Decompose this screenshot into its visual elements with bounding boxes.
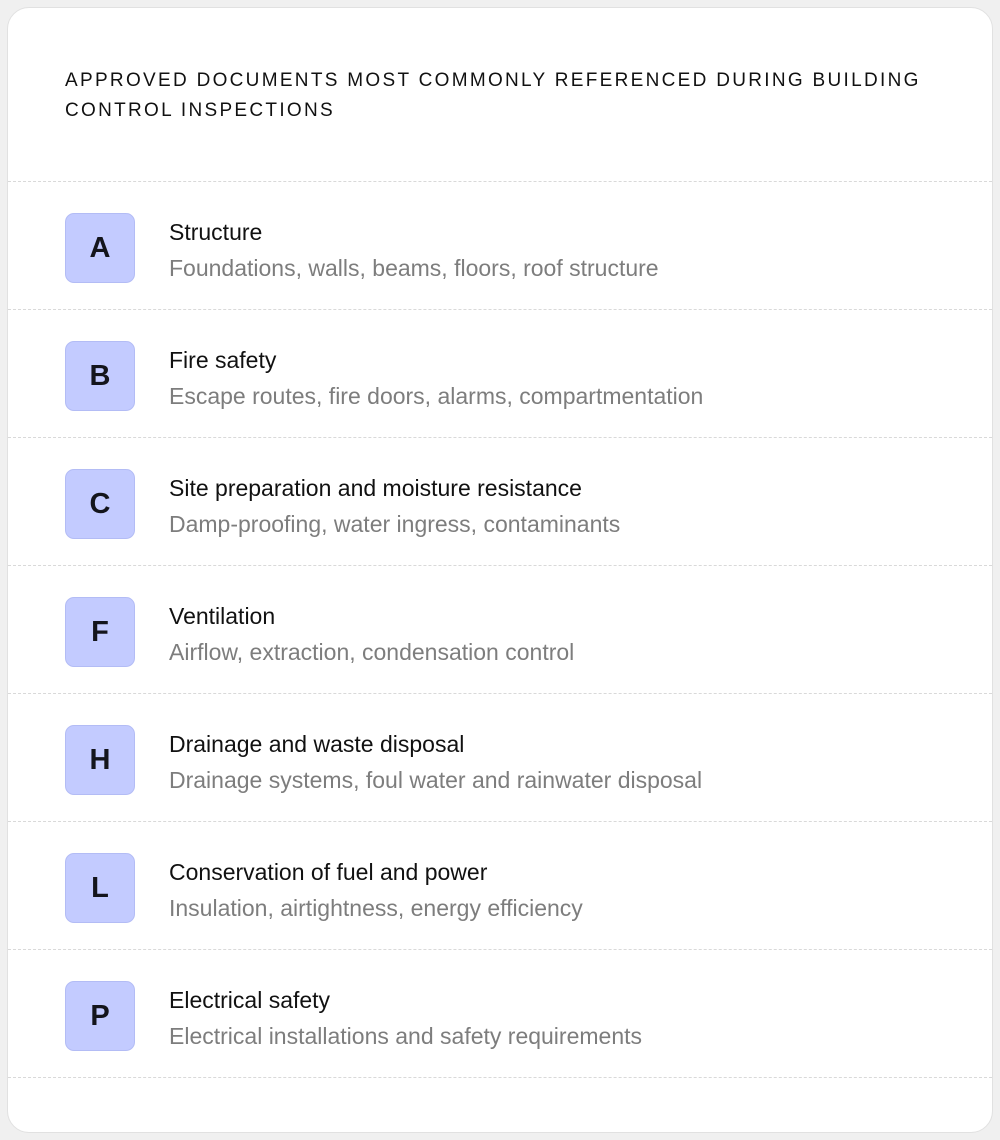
document-row-l (8, 821, 992, 949)
document-list (8, 181, 992, 1078)
document-description: Foundations, walls, beams, floors, roof structure (169, 255, 659, 281)
document-row-a (8, 181, 992, 309)
document-name: Drainage and waste disposal (169, 731, 465, 757)
document-letter-badge: L (65, 853, 135, 923)
document-row-p (8, 949, 992, 1078)
document-name: Structure (169, 219, 263, 245)
document-text (169, 601, 574, 667)
document-text (169, 985, 642, 1051)
document-text (169, 729, 702, 795)
document-text (169, 857, 583, 923)
document-name: Electrical safety (169, 987, 331, 1013)
document-text (169, 345, 703, 411)
document-letter-badge: F (65, 597, 135, 667)
document-description: Escape routes, fire doors, alarms, compartmentation (169, 383, 704, 409)
document-letter-badge: B (65, 341, 135, 411)
document-row-b (8, 309, 992, 437)
document-row-c (8, 437, 992, 565)
document-name: Ventilation (169, 603, 276, 629)
approved-documents-card (7, 7, 993, 1133)
document-name: Fire safety (169, 347, 277, 373)
document-row-h (8, 693, 992, 821)
document-row-f (8, 565, 992, 693)
document-name: Site preparation and moisture resistance (169, 475, 582, 501)
document-description: Damp-proofing, water ingress, contaminants (169, 511, 621, 537)
card-title: APPROVED DOCUMENTS MOST COMMONLY REFERENCED DURING BUILDING CONTROL INSPECTIONS (65, 70, 921, 121)
document-description: Electrical installations and safety requirements (169, 1023, 643, 1049)
document-text (169, 473, 620, 539)
document-letter-badge: P (65, 981, 135, 1051)
document-letter-badge: C (65, 469, 135, 539)
document-name: Conservation of fuel and power (169, 859, 488, 885)
document-text (169, 217, 659, 283)
document-letter-badge: H (65, 725, 135, 795)
document-letter-badge: A (65, 213, 135, 283)
document-description: Insulation, airtightness, energy efficiency (169, 895, 583, 921)
document-description: Airflow, extraction, condensation control (169, 639, 575, 665)
document-description: Drainage systems, foul water and rainwater disposal (169, 767, 703, 793)
